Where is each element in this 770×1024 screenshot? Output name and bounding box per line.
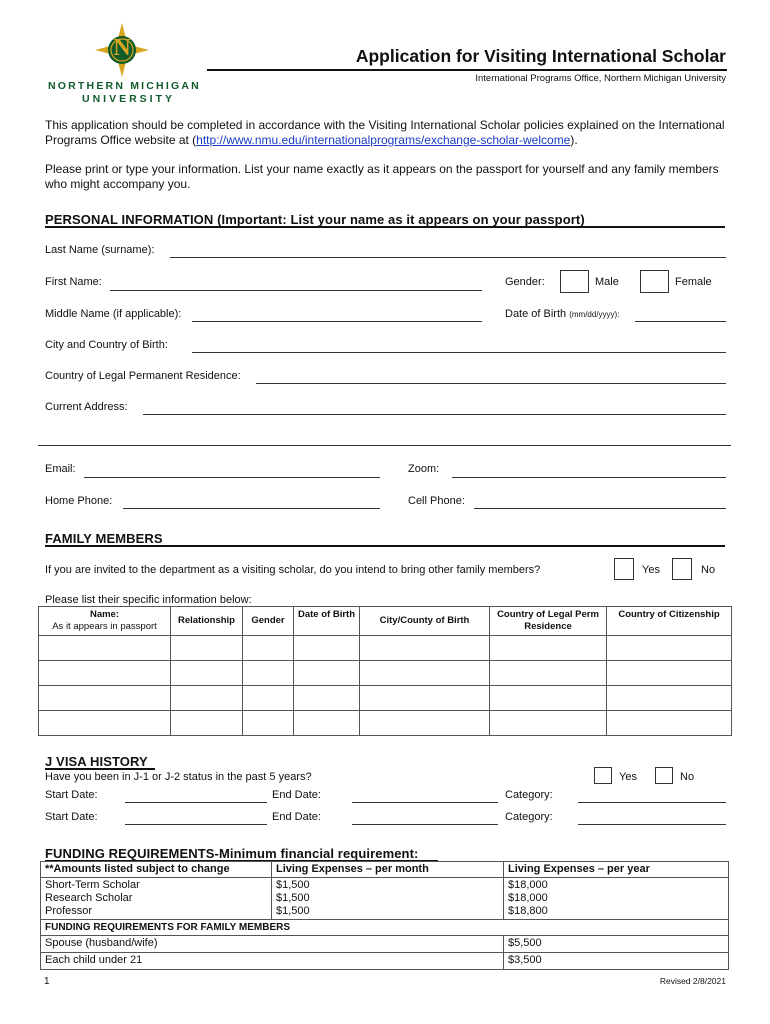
revised-date: Revised 2/8/2021 [659, 976, 726, 986]
email-label: Email: [45, 463, 76, 475]
dob-field[interactable] [635, 321, 726, 322]
table-row [39, 711, 732, 736]
first-name-label: First Name: [45, 276, 102, 288]
gender-female-label: Female [675, 276, 712, 288]
intro-paragraph-1: This application should be completed in accordance with the Visiting International Scholar policies explained on the International Programs Office website at (http://www.nmu.edu/internationalprograms/exchange-scholar-welcome). [45, 118, 725, 147]
intro-paragraph-2: Please print or type your information. List your name exactly as it appears on the passport for yourself and any family members who might accompany you. [45, 162, 719, 191]
last-name-field[interactable] [170, 257, 726, 258]
dob-format-hint: (mm/dd/yyyy): [569, 310, 620, 319]
funding-year-values [504, 878, 729, 920]
table-row [39, 661, 732, 686]
col-relationship-header: Relationship [171, 607, 243, 636]
address-field-line-1[interactable] [143, 414, 726, 415]
start-date-field-1[interactable] [125, 802, 267, 803]
end-date-label-2: End Date: [272, 811, 321, 823]
dob-label: Date of Birth (mm/dd/yyyy): [505, 308, 620, 320]
col-city-header: City/County of Birth [360, 607, 490, 636]
funding-month-value: $1,500 [276, 905, 310, 917]
cell-phone-field[interactable] [474, 508, 726, 509]
funding-family-label: Spouse (husband/wife) [41, 936, 504, 953]
funding-family-value: $3,500 [504, 953, 729, 970]
start-date-label-1: Start Date: [45, 789, 98, 801]
table-row [39, 686, 732, 711]
page-subtitle: International Programs Office, Northern Michigan University [475, 73, 726, 84]
family-question: If you are invited to the department as a visiting scholar, do you intend to bring other family members? [45, 564, 541, 576]
title-rule [207, 69, 727, 71]
logo-line-1: NORTHERN MICHIGAN [48, 80, 201, 92]
end-date-field-1[interactable] [352, 802, 498, 803]
col-gender-header: Gender [243, 607, 294, 636]
family-members-table [38, 606, 732, 736]
funding-row-labels [41, 878, 272, 920]
start-date-field-2[interactable] [125, 824, 267, 825]
middle-name-label: Middle Name (if applicable): [45, 308, 182, 320]
funding-row-label: Professor [45, 905, 93, 917]
residence-field[interactable] [256, 383, 726, 384]
funding-col1-header: **Amounts listed subject to change [41, 862, 272, 878]
gender-female-checkbox[interactable] [640, 270, 669, 293]
jvisa-yes-checkbox[interactable] [594, 767, 612, 784]
end-date-field-2[interactable] [352, 824, 498, 825]
address-label: Current Address: [45, 401, 128, 413]
page-number: 1 [44, 976, 50, 987]
family-heading: FAMILY MEMBERS [45, 531, 163, 546]
funding-row-label: Research Scholar [45, 892, 133, 904]
home-phone-label: Home Phone: [45, 495, 113, 507]
home-phone-field[interactable] [123, 508, 380, 509]
col-dob-header: Date of Birth [294, 607, 360, 636]
table-row [39, 636, 732, 661]
col-residence-header: Country of Legal Perm Residence [490, 607, 607, 636]
family-list-label: Please list their specific information below: [45, 594, 252, 606]
funding-year-value: $18,000 [508, 892, 548, 904]
funding-row-label: Short-Term Scholar [45, 879, 140, 891]
jvisa-yes-label: Yes [619, 771, 637, 783]
policy-link[interactable]: http://www.nmu.edu/internationalprograms/exchange-scholar-welcome [196, 133, 571, 147]
email-field[interactable] [84, 477, 380, 478]
middle-name-field[interactable] [192, 321, 482, 322]
zoom-label: Zoom: [408, 463, 440, 475]
jvisa-heading: J VISA HISTORY [45, 754, 148, 769]
gender-label: Gender: [505, 276, 545, 288]
funding-col3-header: Living Expenses – per year [504, 862, 729, 878]
funding-family-header: FUNDING REQUIREMENTS FOR FAMILY MEMBERS [41, 920, 729, 936]
funding-month-values [272, 878, 504, 920]
page-title: Application for Visiting International Scholar [355, 46, 726, 66]
family-heading-rule [45, 545, 725, 547]
family-yes-checkbox[interactable] [614, 558, 634, 580]
start-date-label-2: Start Date: [45, 811, 98, 823]
personal-heading-rule [45, 226, 725, 228]
city-birth-label: City and Country of Birth: [45, 339, 168, 351]
funding-year-value: $18,800 [508, 905, 548, 917]
city-birth-field[interactable] [192, 352, 726, 353]
funding-table [40, 861, 729, 970]
funding-month-value: $1,500 [276, 892, 310, 904]
gender-male-label: Male [595, 276, 619, 288]
funding-month-value: $1,500 [276, 879, 310, 891]
funding-family-label: Each child under 21 [41, 953, 504, 970]
personal-info-heading: PERSONAL INFORMATION (Important: List your name as it appears on your passport) [45, 212, 585, 227]
cell-phone-label: Cell Phone: [408, 495, 465, 507]
col-name-subheader: As it appears in passport [52, 621, 157, 632]
gender-male-checkbox[interactable] [560, 270, 589, 293]
funding-col2-header: Living Expenses – per month [272, 862, 504, 878]
residence-label: Country of Legal Permanent Residence: [45, 370, 241, 382]
jvisa-question: Have you been in J-1 or J-2 status in the past 5 years? [45, 771, 312, 783]
col-citizenship-header: Country of Citizenship [607, 607, 732, 636]
end-date-label-1: End Date: [272, 789, 321, 801]
first-name-field[interactable] [110, 290, 482, 291]
funding-year-value: $18,000 [508, 879, 548, 891]
funding-heading: FUNDING REQUIREMENTS-Minimum financial requirement: [45, 846, 419, 861]
jvisa-no-checkbox[interactable] [655, 767, 673, 784]
family-no-label: No [701, 564, 716, 576]
category-label-1: Category: [505, 789, 553, 801]
category-field-2[interactable] [578, 824, 726, 825]
address-field-line-2[interactable] [38, 445, 731, 446]
zoom-field[interactable] [452, 477, 726, 478]
jvisa-no-label: No [680, 771, 695, 783]
funding-family-value: $5,500 [504, 936, 729, 953]
university-logo [44, 22, 204, 106]
family-yes-label: Yes [642, 564, 660, 576]
category-field-1[interactable] [578, 802, 726, 803]
last-name-label: Last Name (surname): [45, 244, 155, 256]
logo-line-2: UNIVERSITY [82, 93, 176, 105]
family-no-checkbox[interactable] [672, 558, 692, 580]
category-label-2: Category: [505, 811, 553, 823]
logo-emblem-letter: N [113, 35, 131, 61]
col-name-header: Name: As it appears in passport [39, 607, 171, 636]
jvisa-heading-rule [45, 768, 155, 770]
